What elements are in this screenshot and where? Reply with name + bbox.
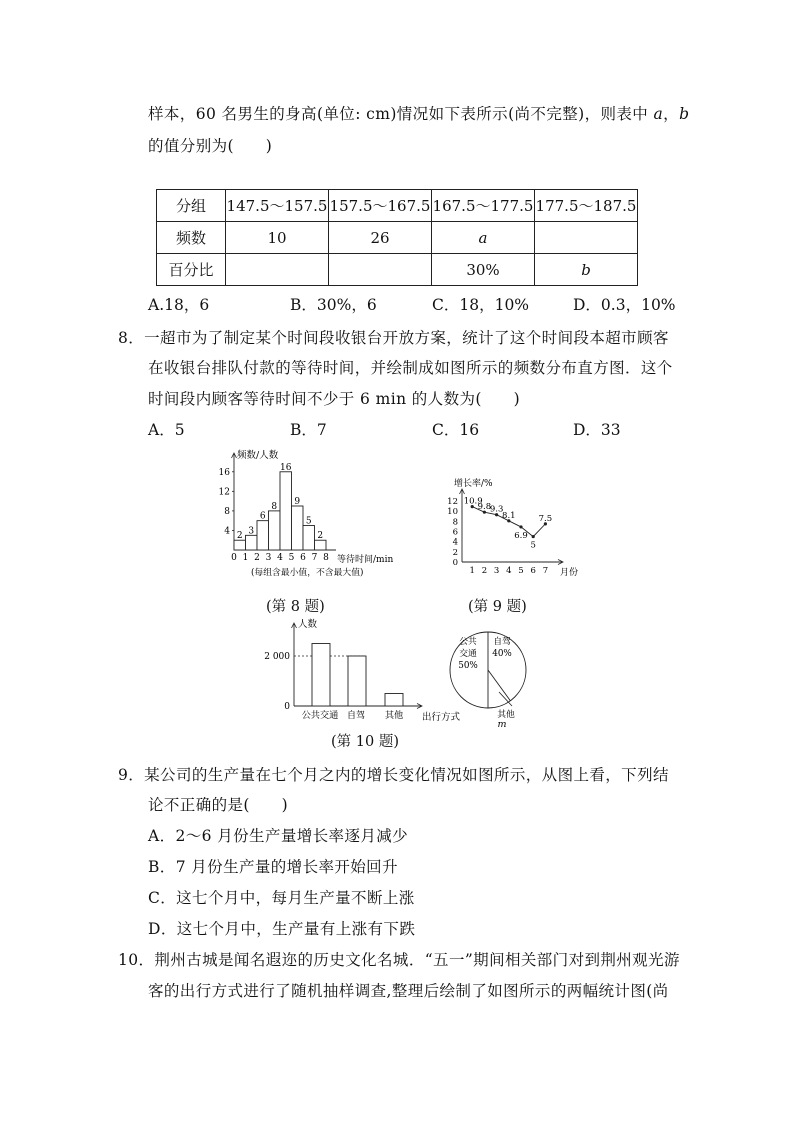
q9-option-b: B．7 月份生产量的增长率开始回升: [148, 858, 398, 876]
slice-label-other-value: m: [497, 719, 507, 730]
table-cell: 26: [329, 222, 432, 254]
y-tick-label: 12: [447, 497, 458, 507]
data-label: 16: [280, 462, 292, 473]
var-b: b: [679, 105, 690, 123]
y-tick-label: 10: [447, 507, 458, 518]
table-cell: 157.5～167.5: [329, 190, 432, 222]
bar: [312, 644, 330, 707]
q7-option-d: D．0.3，10%: [573, 296, 676, 314]
data-label: 5: [305, 516, 312, 527]
data-label: 8: [271, 501, 278, 512]
q8-line-3: 时间段内顾客等待时间不少于 6 min 的人数为( ): [148, 390, 521, 408]
x-tick-label: 2: [481, 566, 488, 576]
q7-option-b: B．30%，6: [290, 296, 377, 314]
x-tick-label: 5: [288, 553, 295, 563]
x-tick-label: 7: [311, 553, 318, 563]
y-tick-label: 4: [452, 537, 458, 548]
table-cell: 30%: [432, 254, 535, 286]
caption-q8: (第 8 题): [266, 599, 325, 615]
table-cell: 167.5～177.5: [432, 190, 535, 222]
frequency-table: [156, 189, 638, 286]
x-tick-label: 公共交通: [301, 710, 339, 721]
data-label: 6: [259, 511, 266, 522]
var-a: a: [653, 105, 664, 123]
data-label: 6.9: [514, 530, 528, 541]
histogram-bar: [257, 521, 269, 550]
slice-label-public: 50%: [458, 661, 478, 671]
data-label: 9.3: [489, 504, 504, 515]
y-tick-label: 2: [452, 547, 458, 558]
x-tick-label: 6: [530, 566, 536, 576]
bar: [348, 656, 366, 706]
data-point: [519, 525, 522, 528]
y-axis-label: 增长率/%: [454, 479, 493, 489]
x-tick-label: 其他: [384, 710, 404, 721]
y-tick-label: 8: [452, 517, 458, 528]
x-tick-label: 0: [231, 553, 237, 563]
y-tick-label: 0: [452, 558, 458, 568]
table-cell: 147.5～157.5: [226, 190, 329, 222]
x-tick-label: 1: [242, 553, 249, 563]
q9-line-2: 论不正确的是( ): [148, 796, 289, 814]
table-cell: 分组: [157, 190, 226, 222]
y-tick-label: 0: [284, 702, 290, 712]
x-tick-label: 2: [254, 553, 260, 563]
x-tick-label: 3: [265, 553, 272, 563]
growth-line-chart: [444, 476, 584, 581]
y-tick-label: 6: [452, 527, 458, 538]
x-tick-label: 1: [469, 566, 475, 576]
histogram-bar: [269, 511, 281, 550]
data-label: 5: [530, 540, 536, 551]
q9-option-c: C．这七个月中，每月生产量不断上涨: [148, 889, 415, 907]
x-tick-label: 5: [518, 566, 524, 576]
table-cell: b: [535, 254, 638, 286]
slice-label-public: 公共: [459, 637, 477, 647]
slice-label-drive: 自驾: [493, 637, 511, 647]
data-label: 9: [294, 497, 301, 507]
data-label: 8.1: [502, 510, 516, 521]
table-cell: [226, 254, 329, 286]
chart-note: (每组含最小值，不含最大值): [251, 568, 364, 578]
table-cell: 百分比: [157, 254, 226, 286]
histogram-bar: [246, 535, 258, 550]
intro-line-1: 样本，60 名男生的身高(单位: cm)情况如下表所示(尚不完整)，则表中 a，b: [148, 105, 690, 123]
slice-label-public: 交通: [459, 649, 477, 659]
data-point: [532, 535, 535, 538]
travel-pie-chart: [440, 620, 540, 730]
y-tick-label: 2 000: [264, 652, 290, 662]
slice-label-drive: 40%: [492, 649, 512, 659]
q7-option-a: A.18，6: [148, 296, 210, 314]
x-tick-label: 8: [323, 553, 329, 563]
q8-option-d: D．33: [573, 421, 621, 439]
q10-line-1: 10．荆州古城是闻名遐迩的历史文化名城．“五一”期间相关部门对到荆州观光游: [118, 951, 680, 969]
x-tick-label: 自驾: [346, 710, 366, 721]
q7-option-c: C．18，10%: [432, 296, 530, 314]
data-label: 7.5: [538, 513, 553, 524]
table-cell: a: [432, 222, 535, 254]
x-axis-label: 出行方式: [422, 712, 461, 723]
data-label: 10.9: [463, 496, 483, 507]
q8-option-c: C．16: [432, 421, 480, 439]
y-axis-label: 频数/人数: [237, 450, 279, 461]
table-cell: 频数: [157, 222, 226, 254]
table-row: [157, 190, 638, 222]
travel-bar-chart: [262, 614, 462, 726]
data-label: 9.8: [477, 502, 492, 513]
x-tick-label: 4: [506, 566, 512, 576]
caption-q10: (第 10 题): [331, 734, 399, 750]
histogram-bar: [303, 526, 315, 550]
q9-line-1: 9．某公司的生产量在七个月之内的增长变化情况如图所示，从图上看，下列结: [118, 766, 669, 784]
y-tick-label: 4: [224, 526, 230, 537]
histogram-bar: [292, 506, 304, 550]
histogram-chart: [215, 448, 425, 580]
y-tick-label: 8: [224, 506, 230, 517]
y-tick-label: 16: [218, 467, 230, 478]
table-cell: [535, 222, 638, 254]
table-cell: 10: [226, 222, 329, 254]
q8-option-b: B．7: [290, 421, 327, 439]
histogram-bar: [315, 540, 327, 550]
caption-q9: (第 9 题): [468, 599, 527, 615]
q9-option-a: A．2～6 月份生产量增长率逐月减少: [148, 827, 409, 845]
y-tick-label: 12: [218, 487, 230, 498]
histogram-bar: [280, 472, 292, 550]
intro-line-2: 的值分别为( ): [148, 137, 273, 155]
slice-label-other: 其他: [497, 710, 515, 720]
q8-option-a: A．5: [148, 421, 185, 439]
q9-option-d: D．这七个月中，生产量有上涨有下跌: [148, 920, 416, 938]
x-tick-label: 7: [542, 566, 549, 576]
q10-line-2: 客的出行方式进行了随机抽样调查,整理后绘制了如图所示的两幅统计图(尚: [148, 982, 669, 1000]
table-cell: [329, 254, 432, 286]
y-axis-label: 人数: [298, 619, 318, 630]
table-row: [157, 254, 638, 286]
bar: [385, 694, 403, 707]
histogram-bar: [234, 540, 246, 550]
x-axis-label: 月份: [560, 568, 579, 578]
x-axis-label: 等待时间/min: [337, 555, 394, 565]
table-cell: 177.5～187.5: [535, 190, 638, 222]
x-tick-label: 4: [277, 553, 283, 563]
data-label: 2: [317, 531, 324, 542]
x-tick-label: 3: [493, 566, 500, 576]
x-tick-label: 6: [300, 553, 306, 563]
q8-line-1: 8．一超市为了制定某个时间段收银台开放方案，统计了这个时间段本超市顾客: [118, 329, 669, 347]
data-label: 2: [236, 531, 243, 542]
q8-line-2: 在收银台排队付款的等待时间，并绘制成如图所示的频数分布直方图．这个: [148, 359, 673, 377]
data-label: 3: [248, 526, 255, 537]
table-row: [157, 222, 638, 254]
